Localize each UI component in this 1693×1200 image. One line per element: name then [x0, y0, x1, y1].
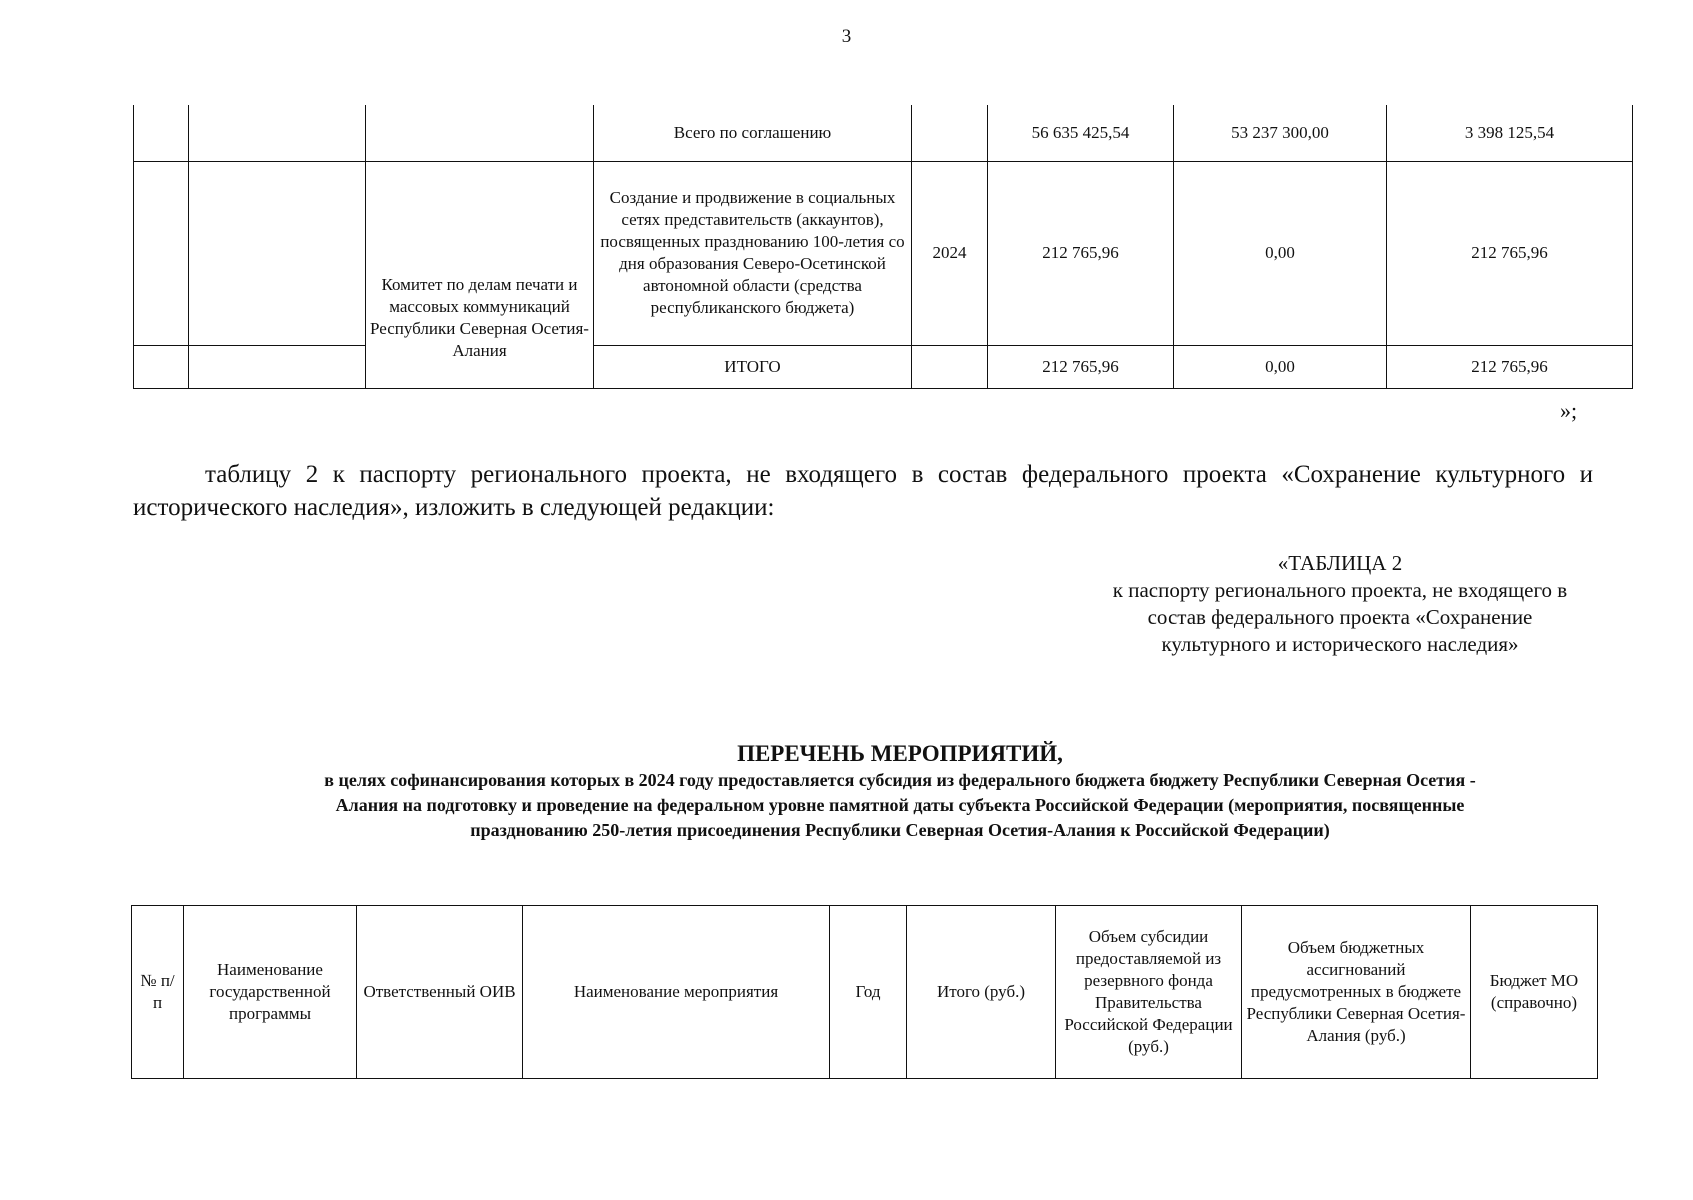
body-paragraph: [133, 458, 1593, 524]
table-header-row: [132, 906, 1598, 1079]
activity-cell: Создание и продвижение в социальных сетях представительств (аккаунтов), посвященных празднованию 100-летия со дня образования Северо-Осетинской автономной области (средства республиканского бюджета): [594, 161, 912, 345]
regional-cell: 212 765,96: [1387, 345, 1633, 388]
list-title-subtitle: в целях софинансирования которых в 2024 году предоставляется субсидия из федерального бюджета бюджету Республики Северная Осетия - Алания на подготовку и проведение на федеральном уровне памятной даты субъекта Российской Федерации (мероприятия, посвященные празднованию 250-летия присоединения Республики Северная Осетия-Алания к Российской Федерации): [324, 770, 1476, 840]
oiv-cell: Комитет по делам печати и массовых коммуникаций Республики Северная Осетия-Алания: [366, 161, 594, 388]
federal-cell: 53 237 300,00: [1174, 105, 1387, 161]
list-title-main: ПЕРЕЧЕНЬ МЕРОПРИЯТИЙ,: [737, 741, 1063, 766]
header-federal-subsidy: Объем субсидии предоставляемой из резервного фонда Правительства Российской Федерации (руб.): [1056, 906, 1242, 1079]
header-activity: Наименование мероприятия: [523, 906, 830, 1079]
header-program: Наименование государственной программы: [184, 906, 357, 1079]
regional-cell: 3 398 125,54: [1387, 105, 1633, 161]
header-number: № п/п: [132, 906, 184, 1079]
federal-cell: 0,00: [1174, 161, 1387, 345]
table-row: [134, 161, 1633, 345]
header-municipal-budget: Бюджет МО (справочно): [1471, 906, 1598, 1079]
regional-cell: 212 765,96: [1387, 161, 1633, 345]
year-cell: [912, 105, 988, 161]
header-regional-budget: Объем бюджетных ассигнований предусмотренных в бюджете Республики Северная Осетия-Алания (руб.): [1242, 906, 1471, 1079]
list-title: [300, 740, 1500, 843]
activity-cell: Всего по соглашению: [594, 105, 912, 161]
table-caption: [1100, 550, 1580, 658]
federal-cell: 0,00: [1174, 345, 1387, 388]
header-year: Год: [830, 906, 907, 1079]
table-caption-subtitle: к паспорту регионального проекта, не входящего в состав федерального проекта «Сохранение культурного и исторического наследия»: [1112, 578, 1568, 656]
total-cell: 56 635 425,54: [988, 105, 1174, 161]
continuation-table: [133, 105, 1633, 389]
table-row: [134, 345, 1633, 388]
header-oiv: Ответственный ОИВ: [357, 906, 523, 1079]
year-cell: [912, 345, 988, 388]
header-total: Итого (руб.): [907, 906, 1056, 1079]
page-number: 3: [841, 26, 852, 47]
activities-table: [131, 905, 1598, 1079]
total-cell: 212 765,96: [988, 345, 1174, 388]
year-cell: 2024: [912, 161, 988, 345]
total-cell: 212 765,96: [988, 161, 1174, 345]
activity-cell: ИТОГО: [594, 345, 912, 388]
table-row: [134, 105, 1633, 161]
closing-quote: »;: [1560, 398, 1578, 423]
paragraph-text: таблицу 2 к паспорту регионального проекта, не входящего в состав федерального проекта «Сохранение культурного и исторического наследия», изложить в следующей редакции:: [133, 461, 1593, 521]
table-caption-title: «ТАБЛИЦА 2: [1277, 551, 1403, 575]
